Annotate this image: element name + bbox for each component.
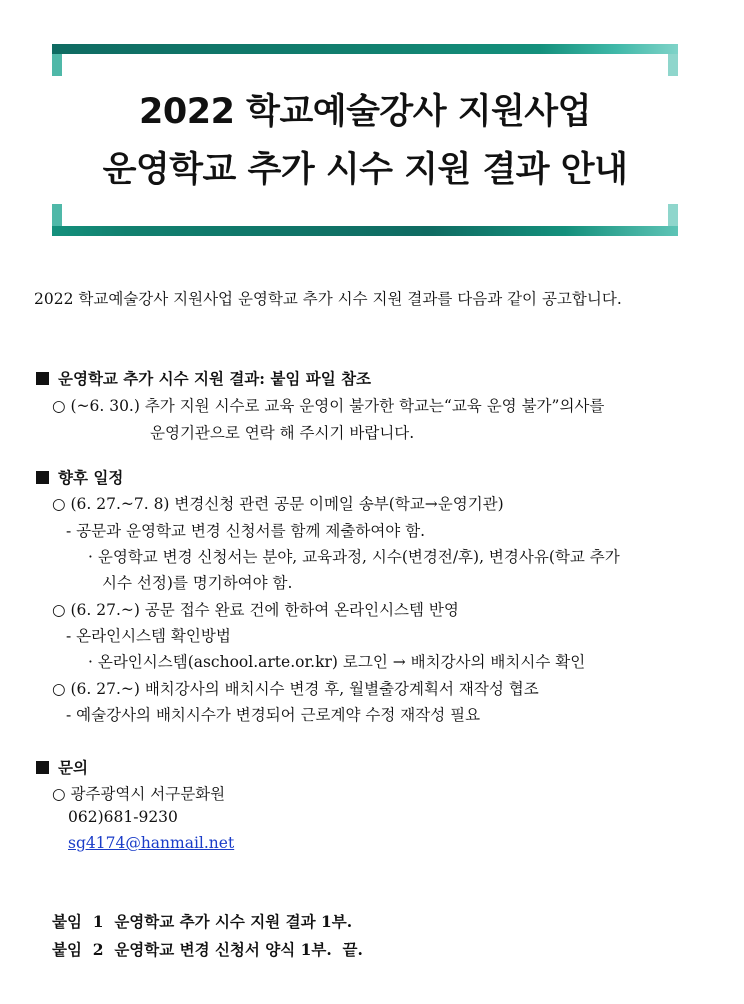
section2-heading [36,466,123,488]
schedule-line: - 온라인시스템 확인방법 [66,627,231,645]
section3-heading [36,756,88,778]
title-line-1: 2022 학교예술강사 지원사업 [139,92,591,132]
title-corner-bottom-right [668,204,678,226]
schedule-line: - 공문과 운영학교 변경 신청서를 함께 제출하여야 함. [66,522,426,540]
section3-heading-text: 문의 [58,758,88,777]
contact-email-link[interactable]: sg4174@hanmail.net [68,834,235,852]
attachment-1: 붙임 1 운영학교 추가 시수 지원 결과 1부. [52,912,353,931]
schedule-line: ○ (6. 27.~) 배치강사의 배치시수 변경 후, 월별출강계획서 재작성 협조 [52,680,539,698]
contact-email-row [68,834,234,852]
title-top-bar [52,44,678,54]
schedule-line: · 운영학교 변경 신청서는 분야, 교육과정, 시수(변경전/후), 변경사유(학교 추가 [88,548,620,566]
schedule-line: ○ (6. 27.~) 공문 접수 완료 건에 한하여 온라인시스템 반영 [52,601,459,619]
title-corner-bottom-left [52,204,62,226]
square-bullet-icon [36,761,49,774]
title-line-2: 운영학교 추가 시수 지원 결과 안내 [102,150,628,190]
attachment-2: 붙임 2 운영학교 변경 신청서 양식 1부. 끝. [52,940,363,959]
square-bullet-icon [36,372,49,385]
schedule-line: ○ (6. 27.~7. 8) 변경신청 관련 공문 이메일 송부(학교→운영기관) [52,495,504,513]
title-bottom-bar [52,226,678,236]
contact-org: ○ 광주광역시 서구문화원 [52,785,226,803]
intro-text: 2022 학교예술강사 지원사업 운영학교 추가 시수 지원 결과를 다음과 같이 공고합니다. [34,290,622,308]
title-corner-top-left [52,54,62,76]
section1-heading [36,367,371,389]
schedule-line: 시수 선정)를 명기하여야 함. [102,574,293,592]
schedule-line: - 예술강사의 배치시수가 변경되어 근로계약 수정 재작성 필요 [66,706,481,724]
contact-phone: 062)681-9230 [68,808,178,826]
square-bullet-icon [36,471,49,484]
title-box [52,44,678,238]
section2-heading-text: 향후 일정 [58,468,124,487]
section1-item-1: ○ (~6. 30.) 추가 지원 시수로 교육 운영이 불가한 학교는“교육 운영 불가”의사를 [52,397,605,415]
section1-item-1-cont: 운영기관으로 연락 해 주시기 바랍니다. [150,424,415,442]
section1-heading-text: 운영학교 추가 시수 지원 결과: 붙임 파일 참조 [58,369,372,388]
schedule-line: · 온라인시스템(aschool.arte.or.kr) 로그인 → 배치강사의 배치시수 확인 [88,653,586,671]
title-corner-top-right [668,54,678,76]
